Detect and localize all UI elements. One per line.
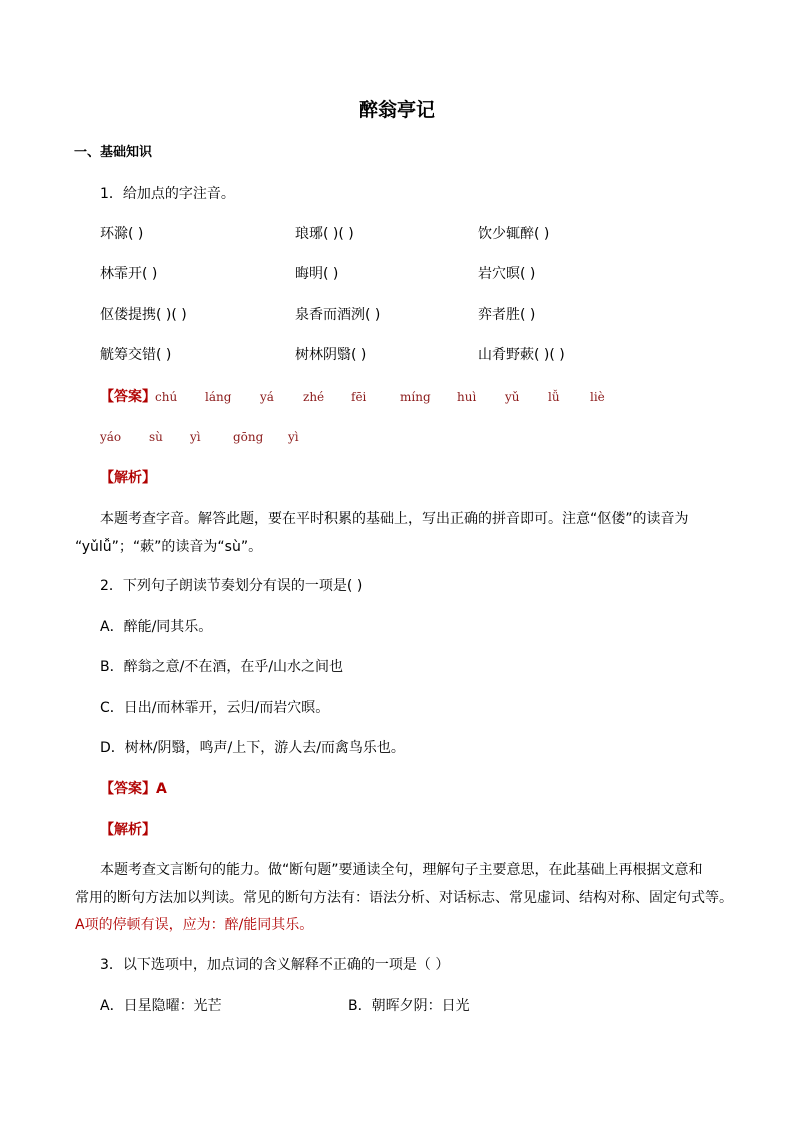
section-heading: 一、基础知识 [74, 145, 153, 160]
q1-item: 琅琊( )( ) [295, 226, 354, 242]
q1-row [100, 224, 720, 244]
pinyin-answer-line [155, 387, 655, 407]
pinyin: míng [400, 390, 431, 404]
q2-option-c: C．日出/而林霏开，云归/而岩穴暝。 [100, 700, 330, 716]
q2-option-b: B．醉翁之意/不在酒，在乎/山水之间也 [100, 659, 344, 675]
q1-item: 伛偻提携( )( ) [100, 307, 187, 323]
analysis-text: 常用的断句方法加以判读。常见的断句方法有：语法分析、对话标志、常见虚词、结构对称、固定句式等。 [75, 890, 733, 906]
q1-row [100, 305, 720, 325]
pinyin: lǚ [548, 390, 560, 404]
analysis-text: A项的停顿有误，应为：醉/能同其乐。 [75, 917, 314, 933]
pinyin: gōng [233, 430, 264, 444]
q1-item: 山肴野蔌( )( ) [478, 347, 565, 363]
analysis-text: “yǔlǚ”；“蔌”的读音为“sù”。 [75, 539, 263, 555]
answer-value: A [156, 781, 167, 797]
q1-item: 环滁( ) [100, 226, 144, 242]
pinyin: yá [260, 390, 274, 404]
pinyin: liè [590, 390, 605, 404]
answer-label: 【答案】 [100, 781, 156, 797]
document-title: 醉翁亭记 [358, 99, 435, 121]
q1-item: 林霏开( ) [100, 266, 158, 282]
analysis-label: 【解析】 [100, 822, 156, 838]
analysis-text: 本题考查文言断句的能力。做“断句题”要通读全句，理解句子主要意思，在此基础上再根据文意和 [100, 862, 703, 878]
q1-prompt: 1．给加点的字注音。 [100, 186, 235, 202]
pinyin: fēi [351, 390, 367, 404]
pinyin-answer-line [100, 427, 400, 447]
answer-label: 【答案】 [100, 389, 156, 405]
q2-prompt: 2．下列句子朗读节奏划分有误的一项是( ) [100, 578, 363, 594]
q1-item: 晦明( ) [295, 266, 339, 282]
pinyin: láng [205, 390, 232, 404]
q1-item: 泉香而酒洌( ) [295, 307, 381, 323]
q3-prompt: 3．以下选项中，加点词的含义解释不正确的一项是（ ） [100, 957, 450, 973]
q3-option-a: A．日星隐曜：光芒 [100, 998, 222, 1014]
q1-item: 树林阴翳( ) [295, 347, 367, 363]
q1-item: 饮少辄醉( ) [478, 226, 550, 242]
q1-row [100, 345, 720, 365]
pinyin: chú [155, 390, 178, 404]
q1-item: 弈者胜( ) [478, 307, 536, 323]
pinyin: sù [149, 430, 163, 444]
pinyin: huì [457, 390, 477, 404]
q2-option-d: D．树林/阴翳，鸣声/上下，游人去/而禽鸟乐也。 [100, 740, 405, 756]
q3-options-row [100, 996, 600, 1016]
pinyin: zhé [303, 390, 325, 404]
pinyin: yì [190, 430, 201, 444]
q1-item: 觥筹交错( ) [100, 347, 172, 363]
pinyin: yáo [100, 430, 122, 444]
answer-line [100, 779, 167, 799]
q3-option-b: B．朝晖夕阴：日光 [348, 998, 470, 1014]
q1-item: 岩穴暝( ) [478, 266, 536, 282]
analysis-label: 【解析】 [100, 470, 156, 486]
analysis-text: 本题考查字音。解答此题，要在平时积累的基础上，写出正确的拼音即可。注意“伛偻”的读音为 [100, 511, 689, 527]
q1-row [100, 264, 720, 284]
pinyin: yì [288, 430, 299, 444]
pinyin: yǔ [505, 390, 520, 404]
q2-option-a: A．醉能/同其乐。 [100, 619, 213, 635]
